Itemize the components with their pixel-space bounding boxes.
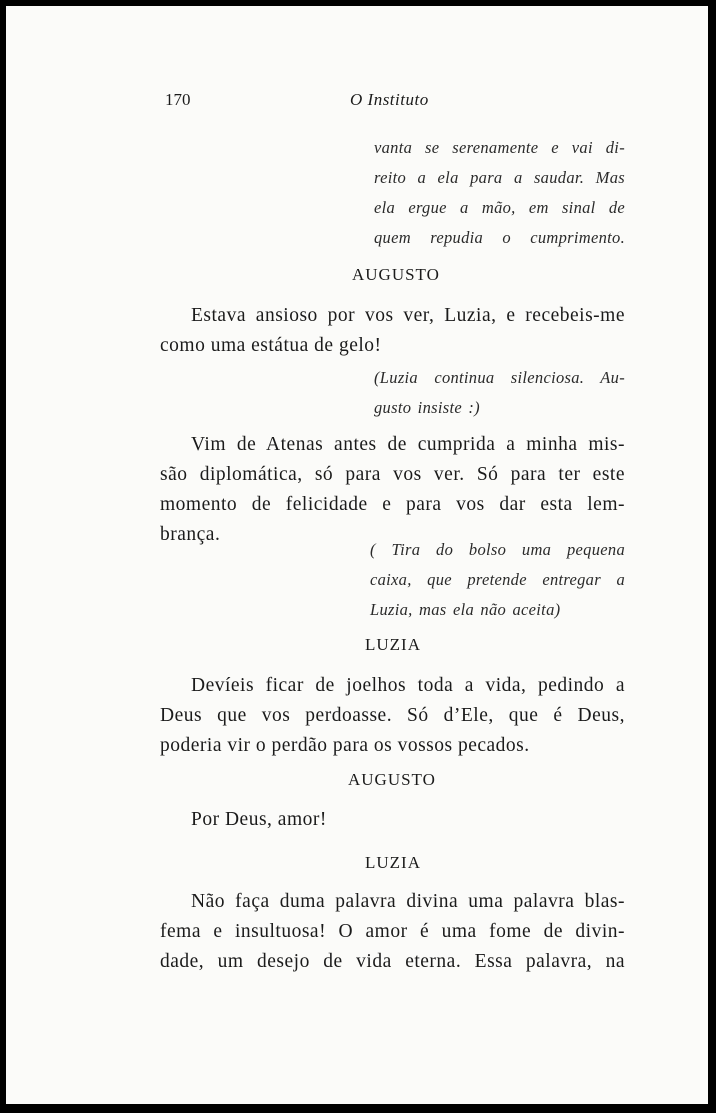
speech-line: como uma estátua de gelo! [160,335,382,356]
stage-line: Luzia, mas ela não aceita) [370,600,561,619]
running-title: O Instituto [350,90,429,109]
stage-line: vanta se serenamente e vai di- [374,138,625,157]
page-header [6,90,708,114]
speech-line: dade, um desejo de vida eterna. Essa palavra, na [160,951,625,972]
speech-paragraph [160,301,625,361]
book-page [6,6,708,1104]
speech-paragraph [160,430,625,550]
stage-direction [370,535,625,625]
speech-line: fema e insultuosa! O amor é uma fome de divin- [160,921,625,942]
stage-line: reito a ela para a saudar. Mas [374,168,625,187]
speech-line: Estava ansioso por vos ver, Luzia, e recebeis-me [191,305,625,326]
speech-line: Vim de Atenas antes de cumprida a minha mis- [191,434,625,455]
stage-line: (Luzia continua silenciosa. Au- [374,368,625,387]
speaker-name: LUZIA [365,635,421,654]
page-number: 170 [165,90,191,109]
stage-direction [374,133,625,253]
speech-line: Devíeis ficar de joelhos toda a vida, pedindo a [191,675,625,696]
speaker-name: AUGUSTO [352,265,440,284]
speech-line: são diplomática, só para vos ver. Só para ter este [160,464,625,485]
stage-line: quem repudia o cumprimento. [374,228,625,247]
speech-paragraph [160,805,625,835]
speech-line: momento de felicidade e para vos dar esta lem- [160,494,625,515]
speech-paragraph [160,887,625,977]
speaker-name: AUGUSTO [348,770,436,789]
stage-line: ( Tira do bolso uma pequena [370,540,625,559]
stage-direction [374,363,625,423]
speech-line: Por Deus, amor! [191,809,327,830]
speech-line: poderia vir o perdão para os vossos pecados. [160,735,530,756]
speech-line: brança. [160,524,221,545]
speech-paragraph [160,671,625,761]
stage-line: gusto insiste :) [374,398,480,417]
stage-line: caixa, que pretende entregar a [370,570,625,589]
stage-line: ela ergue a mão, em sinal de [374,198,625,217]
speech-line: Não faça duma palavra divina uma palavra blas- [191,891,625,912]
speech-line: Deus que vos perdoasse. Só d’Ele, que é Deus, [160,705,625,726]
speaker-name: LUZIA [365,853,421,872]
